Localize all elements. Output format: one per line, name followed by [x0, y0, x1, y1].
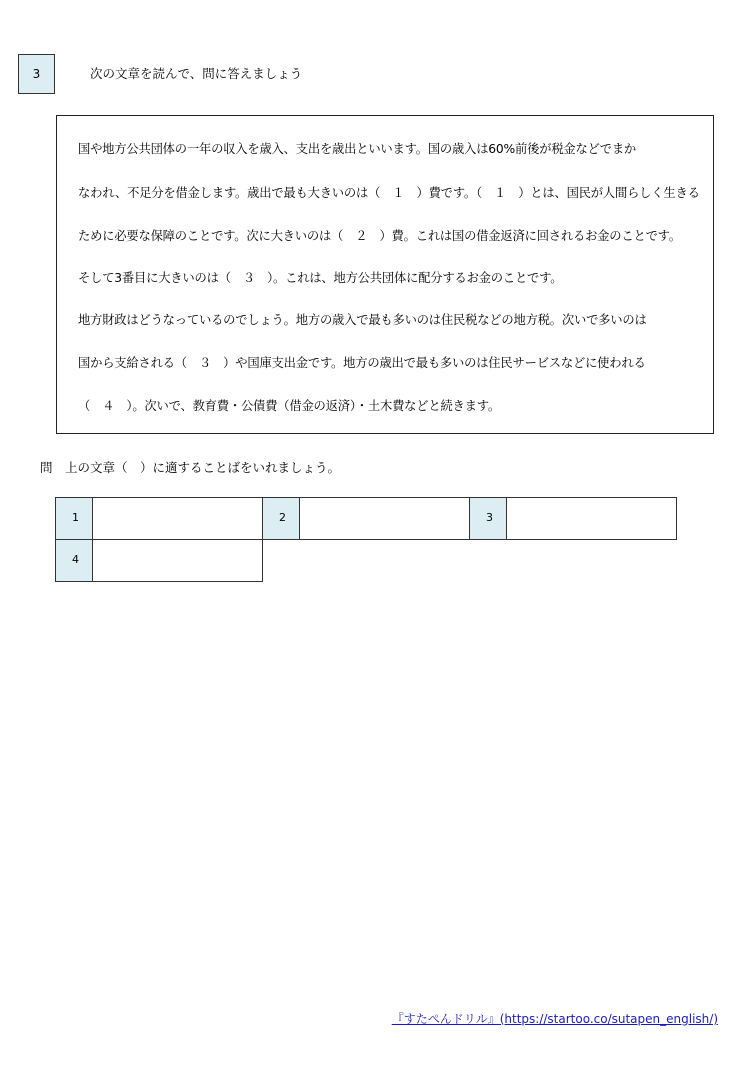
footer-credit-link[interactable]: 『すたぺんドリル』(https://startoo.co/sutapen_english/)	[391, 1012, 718, 1026]
question-number-box	[18, 54, 55, 94]
passage-line: （ ４ ）。次いで、教育費・公債費（借金の返済）・土木費などと続きます。	[78, 399, 500, 413]
passage-line: 国や地方公共団体の一年の収入を歳入、支出を歳出といいます。国の歳入は60%前後が税金などでまか	[78, 142, 637, 156]
reading-passage	[56, 115, 714, 434]
passage-line: なわれ、不足分を借金します。歳出で最も大きいのは（ １ ）費です。（ １ ）とは、国民が人間らしく生きる	[78, 186, 700, 200]
question-number: 3	[32, 67, 41, 81]
answer-field-4[interactable]	[92, 539, 263, 582]
answer-field-2[interactable]	[299, 497, 470, 540]
instruction-text: 次の文章を読んで、問に答えましょう	[90, 66, 303, 81]
passage-line: そして3番目に大きいのは（ ３ ）。これは、地方公共団体に配分するお金のことです。	[78, 271, 563, 285]
question-text: 問 上の文章（ ）に適することばをいれましょう。	[40, 460, 341, 475]
answer-number-1: 1	[55, 497, 93, 540]
answer-number-4: 4	[55, 539, 93, 582]
answer-grid	[55, 497, 677, 583]
passage-line: ために必要な保障のことです。次に大きいのは（ ２ ）費。これは国の借金返済に回されるお金のことです。	[78, 229, 681, 243]
passage-line: 国から支給される（ ３ ）や国庫支出金です。地方の歳出で最も多いのは住民サービスなどに使われる	[78, 356, 646, 370]
passage-line: 地方財政はどうなっているのでしょう。地方の歳入で最も多いのは住民税などの地方税。次いで多いのは	[78, 313, 647, 327]
answer-number-3: 3	[469, 497, 507, 540]
answer-number-2: 2	[262, 497, 300, 540]
answer-field-3[interactable]	[506, 497, 677, 540]
answer-field-1[interactable]	[92, 497, 263, 540]
